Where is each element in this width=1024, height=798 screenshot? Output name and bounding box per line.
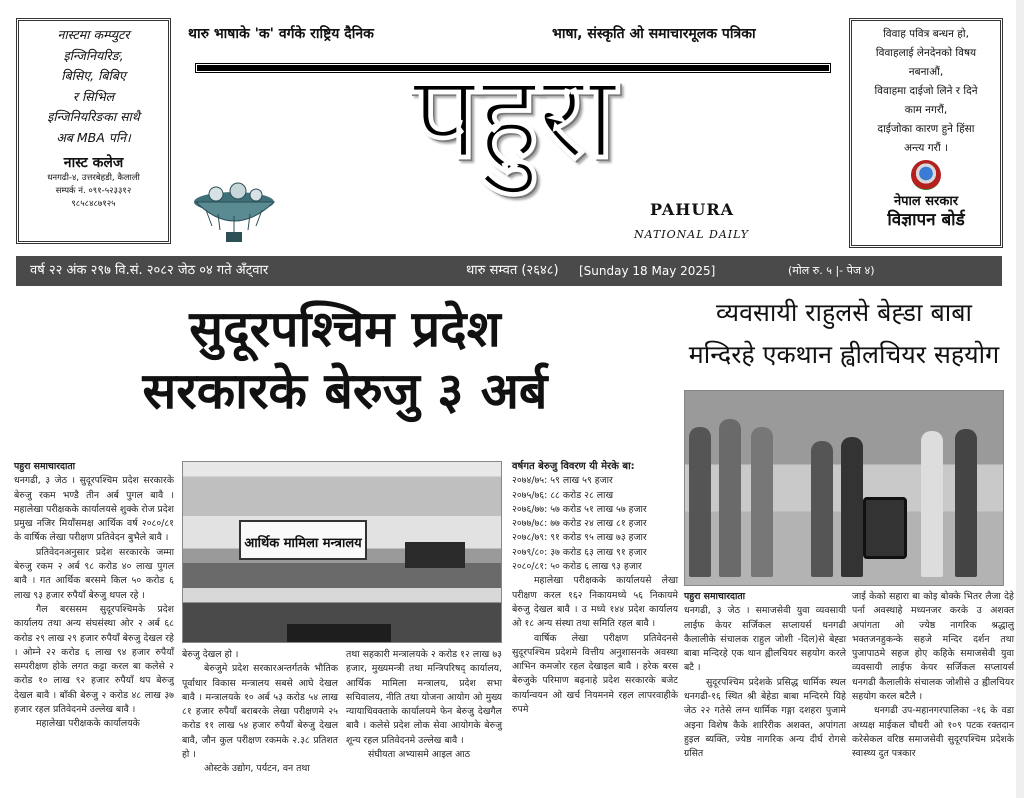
college-phone: सम्पर्क नं. ०९१-५२३३१२ [55,186,132,196]
ad-text: नास्टमा कम्प्युटर [57,27,130,42]
stat-row: २०७७/७८: ७७ करोड २४ लाख ८१ हजार [512,518,647,530]
tagline-left: थारु भाषाके 'क' वर्गके राष्ट्रिय दैनिक [188,26,374,42]
person [841,437,863,577]
side-story-column-1 [684,590,846,762]
paragraph: गैल बरससम सुदूरपश्चिमके प्रदेश कार्यालय तथा अन्य संघसंस्था ओर २ अर्ब ६८ करोड २९ लाख २९ हजार रुपैयाँ बेरुजु देखल रहे । ओम्ने २२ करोड ६ लाख ९४ हजार रुपैयाँ सम्परीक्षण होके लगत कट्टा करल बा कलेसे २ करोड १० लाख ९२ हजार रुपैयाँ थप बेरुजु देखल बावै । बाँकी बेरुजु २ करोड ४८ लाख ३७ हजार रहल प्रतिवेदनमे उल्लेख बावै । [14,603,174,716]
paragraph: जाई केको सहारा बा कोइ बोक्के भितर लैजा देहे पर्ना अवस्थाहे मध्यनजर करके उ अशक्त अपांगता ओ ज्येष्ठ नागरिक श्रद्धालु भक्तजनहुकन्के सहजे मन्दिर दर्शन तथा पुजापाठमे सहज होए कहिके समाजसेवी युवा व्यवसायी लाईफ केयर सर्जिकल सप्लायर्स धनगढी कैलालीके संचालक जोशीसे उ ह्वीलचियर सहयोग करल बटैलै । [852,591,1014,703]
main-story-column-1 [14,460,174,732]
paragraph: बेरुजुमे प्रदेश सरकारअन्तर्गतके भौतिक पूर्वाधार विकास मन्त्रालय सबसे आघे देखल बावै । मन्त्रालयके १० अर्ब ५३ करोड ५४ लाख ८१ हजार रुपैयाँ बराबरके लेखा परीक्षणमे २५ करोड ११ लाख ५४ हजार रुपैयाँ बेरुजु देखल बावै, जौन कुल परीक्षण रकमके २.३८ प्रतिशत हो । [182,663,338,761]
wheelchair-donation-photo [684,390,1004,586]
paragraph: धनगढी उप-महानगरपालिका -१६ के वडा अध्यक्ष माईकल चौधरी ओ १०९ पटक रक्तदान करेसेकल वरिष्ठ समाजसेवी सुदूरपश्चिम प्रदेशके स्वास्थ्य दुत पत्रकार [852,705,1014,760]
stat-row: २०७५/७६: ८८ करोड २८ लाख [512,489,614,501]
main-story-column-4 [512,460,678,717]
dowry-awareness-ad [849,18,1003,248]
college-address: धनगढी-४, उत्तरबेहडी, कैलाली [47,173,140,183]
basket-logo-icon [186,180,286,246]
ad-text: र सिभिल [72,88,115,104]
stats-title: वर्षगत बेरुजु विवरण यी मेरके बा: [512,461,635,472]
ad-text: दाईजोका कारण हुने हिंसा [877,123,975,135]
ad-text: इन्जिनियरिङका साथै [47,109,140,124]
college-name: नास्ट कलेज [63,155,124,171]
window [405,542,465,568]
paragraph: संघीयता अभ्यासमे आइल आठ [368,749,471,761]
stat-row: २०७९/८०: ३७ करोड ६३ लाख ९१ हजार [512,546,647,558]
main-story-column-3 [346,648,502,762]
ad-text: अन्त्य गरौं । [904,142,948,154]
wheelchair-icon [863,497,907,559]
page-scrollbar[interactable] [1016,0,1024,798]
paragraph: सुदूरपश्चिम प्रदेशके प्रसिद्ध धार्मिक स्थल धनगढी-१६ स्थित श्री बेहेडा बाबा मन्दिरमे यिहे जेठ २२ गतेसे लग्न धार्मिक गङ्गा दशहरा पुजामे अइना विशेष कैके शारिरीक अशक्त, अपांगता हुइल ब्यक्ति, ज्येष्ठ नागरिक अन्य दीर्घ रोगसे ग्रसित [684,676,846,760]
ministry-building-photo [182,461,502,643]
main-headline[interactable] [20,298,670,422]
side-headline-line-1: व्यवसायी राहुलसे बेह्डा बाबा [716,298,972,327]
person [751,427,773,577]
side-headline-line-2: मन्दिरहे एकथान ह्वीलचियर सहयोग [688,340,1000,369]
ad-text: अब MBA पनि। [56,129,131,145]
person [689,427,711,577]
dateline-bar [16,256,1002,286]
ad-text: विवाहलाई लेनदेनको विषय [875,47,977,59]
paragraph: बेरुजु देखल हो । [182,649,239,660]
person [811,441,833,577]
side-headline[interactable] [684,292,1004,376]
paragraph: धनगढी, ३ जेठ । समाजसेवी युवा व्यवसायी लाईफ केयर सर्जिकल सप्लायर्स धनगढी कैलालीके संचालक राहुल जोशी -दिल)से बेह्डा बाबा मन्दिरहे एक थान ह्वीलचियर सहयोग करले बटै । [684,605,846,674]
ad-text: काम नगरौं, [904,104,948,116]
side-story-column-2 [852,590,1014,762]
person [921,431,943,577]
english-subtitle: NATIONAL DAILY [634,228,750,241]
person [955,429,977,577]
tagline-right: भाषा, संस्कृति ओ समाचारमूलक पत्रिका [552,26,756,42]
ad-text: विवाहमा दाईजो लिने र दिने [874,85,978,97]
ad-board: विज्ञापन बोर्ड [887,210,965,230]
ad-text: इन्जिनियरिङ, [63,47,124,63]
paragraph: महालेखा परीक्षकके कार्यालयके [36,718,140,730]
paragraph: तथा सहकारी मन्त्रालयके २ करोड १२ लाख ७३ हजार, मुख्यमन्त्री तथा मन्त्रिपरिषद् कार्यालय, आर्थिक मामिला मन्त्रालय, प्रदेश सभा सचिवालय, नीति तथा योजना आयोग ओ मुख्य न्यायाधिवक्ताके कार्यालयमे फेन बेरुजु देखगैल बावै । कलेसे प्रदेश लोक सेवा आयोगके बेरुजु शून्य रहल प्रतिवेदनमे उल्लेख बावै । [346,649,502,746]
price-page: (मोल रु. ५ |- पेज ४) [788,264,875,277]
headline-line-2: सरकारके बेरुजु ३ अर्ब [142,362,548,420]
paragraph: वार्षिक लेखा परीक्षण प्रतिवेदनसे सुदूरपश्चिम प्रदेशमे वित्तीय अनुशासनके अवस्था आभिन कमजोर रहल देखाइल बावै । हरेक बरस बेरुजुके परिमाण बढ़नाहे प्रदेश सरकारके बजेट कार्यान्वयन ओ खर्च नियमनमे रहल लापरवाहीके रुपमे [512,632,678,716]
main-story-column-2 [182,648,338,777]
nast-college-ad [16,18,171,244]
ad-text: नबनाऔं, [908,66,944,78]
paragraph: प्रतिवेदनअनुसार प्रदेश सरकारके जम्मा बेरुजु रकम २ अर्ब ९८ करोड ४० लाख पुगल बावै । गत आर्थिक बरसमे किल ५० करोड ६ लाख ९३ हजार रुपैयाँ बेरुजु थपल रहे । [14,546,174,601]
paragraph: ओस्टके उद्योग, पर्यटन, वन तथा [204,763,310,775]
person [719,419,741,577]
ministry-sign: आर्थिक मामिला मन्त्रालय [239,520,367,560]
tharu-year: थारु सम्वत (२६४८) [466,263,559,278]
stat-row: २०७८/७९: ९१ करोड ९५ लाख ७३ हजार [512,532,647,544]
stat-row: २०७४/७५: ५९ लाख ५९ हजार [512,475,613,487]
masthead-title: पहुरा [411,46,615,185]
byline: पहुरा समाचारदाता [14,461,76,472]
english-date: [Sunday 18 May 2025] [579,264,716,278]
headline-line-1: सुदूरपश्चिम प्रदेश [189,300,501,358]
ad-government: नेपाल सरकार [893,194,959,209]
stat-row: २०८०/८१: ५० करोड ६ लाख ९३ हजार [512,561,642,573]
ad-text: बिसिए, बिबिए [61,68,126,83]
english-title: PAHURA [650,200,735,219]
door [287,624,391,643]
ad-text: विवाह पवित्र बन्धन हो, [883,28,969,40]
paragraph: धनगढी, ३ जेठ । सुदूरपश्चिम प्रदेश सरकारके बेरुजु रकम भण्डै तीन अर्ब पुगल बावै । महालेखा परीक्षकके कार्यालयसे शुक्के रोज प्रदेश प्रमुख नजिर मियाँसमक्ष आर्थिक वर्ष २०८०/८१ के वार्षिक लेखा परीक्षण प्रतिवेदन बुभैले बावै । [14,475,174,544]
issue-info: वर्ष २२ अंक २९७ वि.सं. २०८२ जेठ ०४ गते अँट्वार [30,263,269,278]
college-mobile: ९८५८४८७१२५ [71,199,116,209]
stat-row: २०७६/७७: ५७ करोड ५१ लाख ५७ हजार [512,503,647,515]
nepal-emblem-icon [911,160,941,190]
paragraph: महालेखा परीक्षकके कार्यालयसे लेखा परीक्षण करल १६२ निकायमध्ये ५६ निकायमे बेरुजु देखल बावै । उ मध्ये १४४ प्रदेश कार्यालय ओ १८ अन्य संस्था तथा समिति रहल बावै । [512,575,678,630]
byline: पहुरा समाचारदाता [684,591,746,602]
